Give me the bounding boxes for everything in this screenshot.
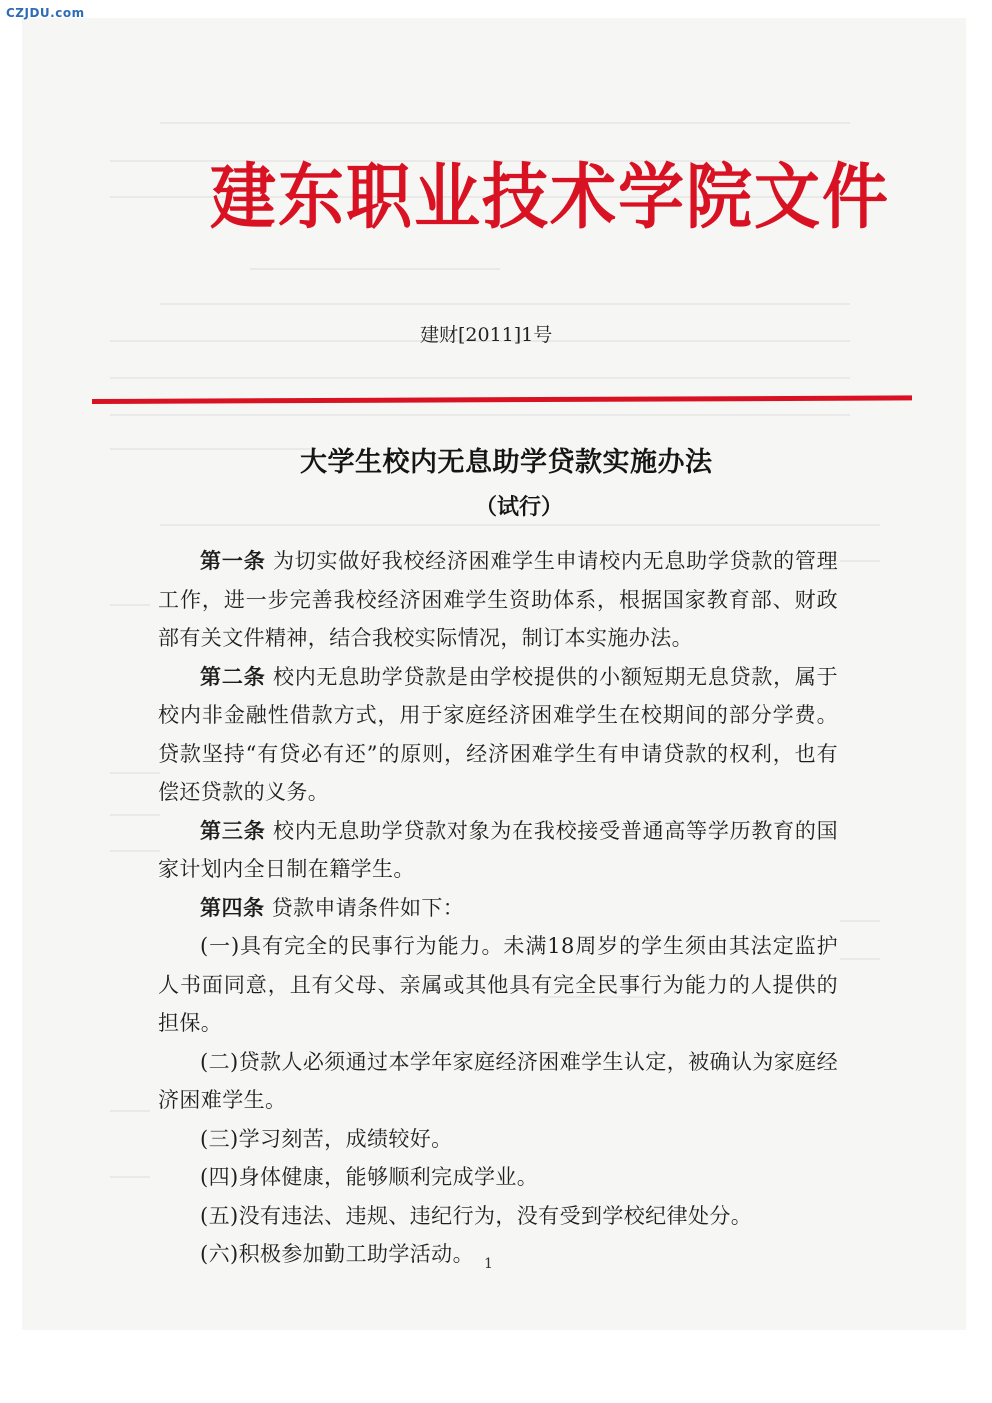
- article-text: 贷款申请条件如下：: [271, 895, 465, 920]
- condition-item: [158, 1158, 838, 1197]
- document-body: [158, 542, 838, 1274]
- article-paragraph: [158, 542, 838, 658]
- issuing-org-title: 建东职业技术学院文件: [210, 154, 890, 239]
- article-paragraph: [158, 658, 838, 812]
- condition-text: (四)身体健康，能够顺利完成学业。: [200, 1165, 539, 1189]
- condition-item: [158, 1197, 838, 1236]
- document-number: 建财[2011]1号: [420, 324, 553, 346]
- condition-item: [158, 1120, 838, 1159]
- article-number: 第三条: [200, 818, 266, 843]
- article-text: 校内无息助学贷款是由学校提供的小额短期无息贷款，属于校内非金融性借款方式，用于家庭经济困难学生在校期间的部分学费。贷款坚持“有贷必有还”的原则，经济困难学生有申请贷款的权利，也有偿还贷款的义务。: [158, 664, 839, 804]
- condition-text: (三)学习刻苦，成绩较好。: [200, 1126, 453, 1151]
- document-title: 大学生校内无息助学贷款实施办法: [300, 447, 713, 478]
- condition-text: (二)贷款人必须通过本学年家庭经济困难学生认定，被确认为家庭经济困难学生。: [158, 1049, 838, 1112]
- article-number: 第四条: [200, 895, 265, 920]
- condition-text: (五)没有违法、违规、违纪行为，没有受到学校纪律处分。: [200, 1203, 753, 1228]
- article-paragraph: [158, 812, 838, 889]
- condition-item: [158, 1043, 838, 1120]
- article-text: 校内无息助学贷款对象为在我校接受普通高等学历教育的国家计划内全日制在籍学生。: [158, 818, 839, 881]
- condition-text: (六)积极参加勤工助学活动。: [200, 1242, 474, 1266]
- article-text: 为切实做好我校经济困难学生申请校内无息助学贷款的管理工作，进一步完善我校经济困难学生资助体系，根据国家教育部、财政部有关文件精神，结合我校实际情况，制订本实施办法。: [158, 549, 839, 650]
- article-paragraph: [158, 889, 838, 928]
- site-watermark: CZJDU.com: [6, 6, 85, 20]
- article-number: 第二条: [200, 664, 266, 689]
- condition-item: [158, 927, 838, 1043]
- condition-item: [158, 1235, 838, 1274]
- page-number: 1: [484, 1256, 493, 1272]
- article-number: 第一条: [200, 549, 266, 573]
- document-subtitle: （试行）: [475, 495, 564, 520]
- condition-text: (一)具有完全的民事行为能力。未满18周岁的学生须由其法定监护人书面同意，且有父母、亲属或其他具有完全民事行为能力的人提供的担保。: [158, 934, 838, 1035]
